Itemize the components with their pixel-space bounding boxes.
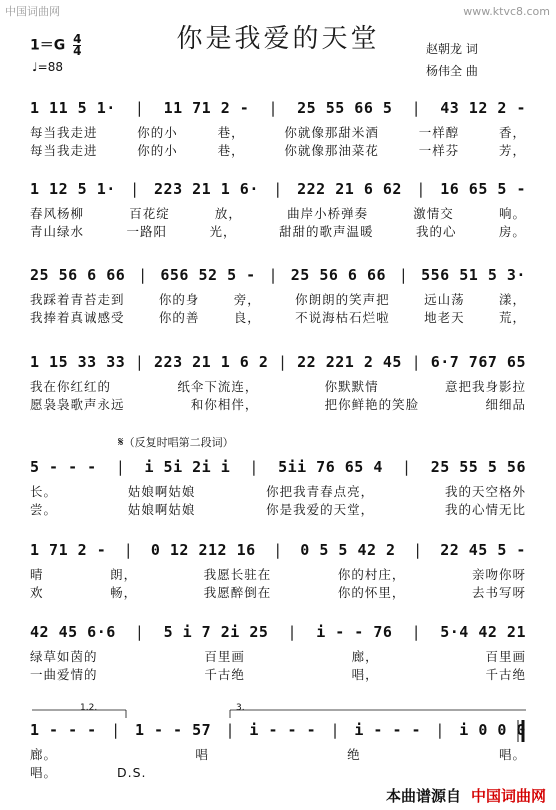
barline: | (435, 721, 445, 739)
barline: | (413, 541, 423, 559)
lyric-phrase: 姑娘啊姑娘 (127, 484, 196, 499)
lyric-phrase: 唱。 (498, 747, 526, 762)
lyric-phrase: 每当我走进 (30, 125, 98, 140)
lyric-phrase: 晴 (30, 567, 44, 582)
lyric-phrase: 把你鲜艳的笑脸 (324, 397, 420, 412)
lyrics-verse-1 (30, 291, 526, 307)
barline: | (411, 99, 422, 117)
lyric-phrase: 我的天空格外 (444, 484, 526, 499)
lyric-phrase: D.S. (117, 764, 147, 780)
lyric-phrase: 旁， (233, 292, 261, 307)
lyrics-verse-2 (30, 309, 526, 325)
footer-text: 本曲谱源自 (385, 787, 461, 805)
lyric-phrase: 亲吻你呀 (471, 567, 526, 582)
measure: 25 55 66 5 (297, 99, 393, 117)
repeat-instruction (118, 434, 234, 450)
measure: 22 45 5 - (440, 541, 526, 559)
second-ending-label: 3. (236, 703, 245, 713)
measure: 5 i 7 2i 25 (163, 623, 269, 641)
barline: | (278, 353, 288, 371)
lyric-phrase: 百里画 (485, 649, 526, 664)
lyric-phrase: 香， (498, 125, 526, 140)
barline: | (134, 623, 145, 641)
notation-row (30, 620, 526, 644)
lyric-phrase: 荒， (498, 310, 526, 325)
lyric-phrase: 畅， (110, 585, 138, 600)
lyric-phrase: 一路阳 (126, 224, 167, 239)
lyric-phrase: 你的村庄， (337, 567, 406, 582)
measure: 5ii 76 65 4 (278, 458, 383, 476)
measure: 6·7 767 65 (430, 353, 526, 371)
notation-row (30, 96, 526, 120)
lyric-phrase: 曲岸小桥弹奏 (287, 206, 369, 221)
lyrics-verse-1 (30, 566, 526, 582)
lyric-phrase: 廊， (351, 649, 379, 664)
barline: | (330, 721, 340, 739)
lyric-phrase: 不说海枯石烂啦 (295, 310, 390, 325)
lyric-phrase: 百里画 (204, 649, 245, 664)
measure: 42 45 6·6 (30, 623, 116, 641)
lyric-phrase: 尝。 (30, 502, 58, 517)
measure: 22 221 2 45 (297, 353, 402, 371)
barline: | (268, 99, 278, 117)
lyrics-verse-1 (30, 124, 526, 140)
notation-row (30, 455, 526, 479)
lyric-phrase: 房。 (498, 224, 526, 239)
lyric-phrase: 远山荡 (424, 292, 465, 307)
measure: 1 15 33 33 (30, 353, 126, 371)
lyric-phrase: 青山绿水 (30, 224, 85, 239)
lyric-phrase: 我的心 (415, 224, 457, 239)
barline: | (411, 353, 422, 371)
watermark-right: www.ktvc8.com (463, 5, 550, 18)
lyric-phrase: 我愿长驻在 (203, 567, 272, 582)
lyric-phrase: 光， (209, 224, 237, 239)
measure: 25 55 5 56 (430, 458, 526, 476)
barline: | (123, 541, 134, 559)
lyric-phrase: 你就像那油菜花 (284, 143, 379, 158)
lyric-phrase: 地老天 (424, 310, 465, 325)
first-ending-label: 1.2. (80, 703, 98, 713)
measure: i 0 0 0 (459, 721, 526, 739)
lyric-phrase: 良， (233, 310, 261, 325)
measure: 0 12 212 16 (150, 541, 256, 559)
lyrics-verse-2 (30, 223, 526, 239)
lyric-phrase: 芳， (498, 143, 526, 158)
measure: 5 - - - (30, 458, 97, 476)
measure: 222 21 6 62 (297, 180, 402, 198)
barline: | (416, 180, 426, 198)
lyric-phrase: 绿草如茵的 (30, 649, 98, 664)
measure: 25 56 6 66 (30, 266, 126, 284)
lyric-phrase: 甜甜的歌声温暖 (278, 224, 374, 239)
lyrics-verse-1 (30, 746, 526, 762)
composer-credit: 杨伟全 曲 (426, 64, 478, 78)
watermark-left: 中国词曲网 (5, 5, 60, 18)
lyric-phrase: 你就像那甜米酒 (284, 125, 379, 140)
lyric-phrase: 漾， (498, 292, 526, 307)
measure: 1 - - 57 (134, 721, 212, 739)
lyric-phrase: 廊。 (30, 747, 58, 762)
barline: | (273, 541, 283, 559)
key-signature (30, 34, 81, 57)
lyrics-verse-1 (30, 648, 526, 664)
measure: 656 52 5 - (160, 266, 256, 284)
lyric-phrase: 唱 (195, 747, 209, 762)
lyric-phrase: 你的小 (137, 125, 178, 140)
barline: | (225, 721, 236, 739)
measure: 1 71 2 - (30, 541, 107, 559)
lyric-phrase: 去书写呀 (471, 585, 526, 600)
lyric-phrase: 你的身 (158, 292, 200, 307)
lyric-phrase: 姑娘啊姑娘 (127, 502, 196, 517)
barline: | (134, 353, 145, 371)
lyric-phrase: 愿袅袅歌声永远 (30, 397, 125, 412)
lyrics-verse-2 (30, 501, 526, 517)
lyric-phrase: 千古绝 (485, 667, 526, 682)
footer-credit (386, 785, 546, 806)
lyric-phrase: 春风杨柳 (30, 206, 85, 221)
lyric-phrase: 我在你红红的 (30, 379, 112, 394)
barline: | (411, 623, 422, 641)
lyric-phrase: 朗， (110, 567, 138, 582)
barline: | (115, 458, 126, 476)
lyric-phrase: 千古绝 (204, 667, 245, 682)
lyric-phrase: 你是我爱的天堂， (266, 502, 375, 517)
lyric-phrase: 巷， (217, 125, 245, 140)
lyric-phrase: 一曲爱情的 (30, 667, 98, 682)
lyrics-verse-1 (30, 378, 526, 394)
lyric-phrase: 纸伞下流连， (177, 379, 259, 394)
measure: i - - - (354, 721, 422, 739)
measure: 16 65 5 - (440, 180, 526, 198)
lyric-phrase: 激情交 (413, 206, 454, 221)
measure: i - - 76 (316, 623, 393, 641)
lyric-phrase: 你默默情 (324, 379, 379, 394)
lyrics-verse-1 (30, 205, 526, 221)
measure: 223 21 1 6· (154, 180, 259, 198)
lyric-phrase: 唱， (351, 667, 379, 682)
notation-row (30, 263, 526, 287)
lyrics-verse-2 (30, 142, 526, 158)
barline: | (111, 721, 121, 739)
lyric-phrase: 一样醇 (418, 125, 460, 140)
notation-row (30, 718, 526, 742)
key-label: 1＝G (30, 37, 66, 54)
tempo-marking: ♩=88 (32, 60, 63, 74)
lyric-phrase: 响。 (498, 206, 526, 221)
barline: | (138, 266, 148, 284)
barline: | (398, 266, 409, 284)
lyric-phrase: 你把我青春点亮， (266, 484, 375, 499)
barline: | (249, 458, 259, 476)
lyric-phrase: 你的怀里， (337, 585, 406, 600)
lyric-phrase: 放， (214, 206, 242, 221)
lyric-phrase: 我愿醉倒在 (203, 585, 272, 600)
barline: | (287, 623, 298, 641)
lyrics-verse-2 (30, 764, 526, 780)
lyric-phrase: 长。 (30, 484, 58, 499)
lyric-phrase: 细细品 (485, 397, 526, 412)
lyric-phrase: 你朗朗的笑声把 (295, 292, 390, 307)
measure: 11 71 2 - (163, 99, 250, 117)
lyric-phrase: 意把我身影拉 (444, 379, 526, 394)
song-title: 你是我爱的天堂 (176, 24, 380, 54)
lyrics-verse-2 (30, 584, 526, 600)
barline: | (268, 266, 278, 284)
lyrics-verse-1 (30, 483, 526, 499)
lyric-phrase: 巷， (217, 143, 245, 158)
measure: 43 12 2 - (440, 99, 526, 117)
barline: | (130, 180, 140, 198)
lyric-phrase: 欢 (30, 585, 44, 600)
lyrics-verse-2 (30, 666, 526, 682)
barline: | (402, 458, 412, 476)
notation-row (30, 350, 526, 374)
lyricist-credit: 赵朝龙 词 (426, 42, 478, 56)
lyric-phrase: 一样芬 (418, 143, 460, 158)
lyric-phrase: 绝 (347, 747, 361, 762)
lyric-phrase: 我捧着真诚感受 (30, 310, 125, 325)
notation-row (30, 177, 526, 201)
lyric-phrase: 我的心情无比 (444, 502, 526, 517)
repeat-note: （反复时唱第二段词） (123, 436, 234, 449)
lyric-phrase: 唱。 (30, 765, 58, 780)
measure: 223 21 1 6 2 (154, 353, 269, 371)
notation-row (30, 538, 526, 562)
lyric-phrase: 和你相伴， (190, 397, 259, 412)
measure: 5·4 42 21 (440, 623, 526, 641)
measure: 25 56 6 66 (290, 266, 387, 284)
lyric-phrase: 你的善 (158, 310, 200, 325)
lyrics-verse-2 (30, 396, 526, 412)
measure: i 5i 2i i (144, 458, 231, 476)
measure: 0 5 5 42 2 (300, 541, 396, 559)
lyric-phrase: 你的小 (137, 143, 178, 158)
lyric-phrase: 我踩着青苔走到 (30, 292, 125, 307)
measure: i - - - (249, 721, 317, 739)
lyric-phrase: 每当我走进 (30, 143, 98, 158)
measure: 556 51 5 3· (421, 266, 526, 284)
lyric-phrase: 百花绽 (129, 206, 170, 221)
footer-site: 中国词曲网 (470, 787, 546, 805)
measure: 1 11 5 1· (30, 99, 116, 117)
barline: | (273, 180, 283, 198)
measure: 1 12 5 1· (30, 180, 116, 198)
measure: 1 - - - (30, 721, 97, 739)
barline: | (134, 99, 145, 117)
segno-icon: 𝄋 (118, 435, 124, 450)
time-signature: $\frac{4}{4}$ (73, 32, 82, 58)
